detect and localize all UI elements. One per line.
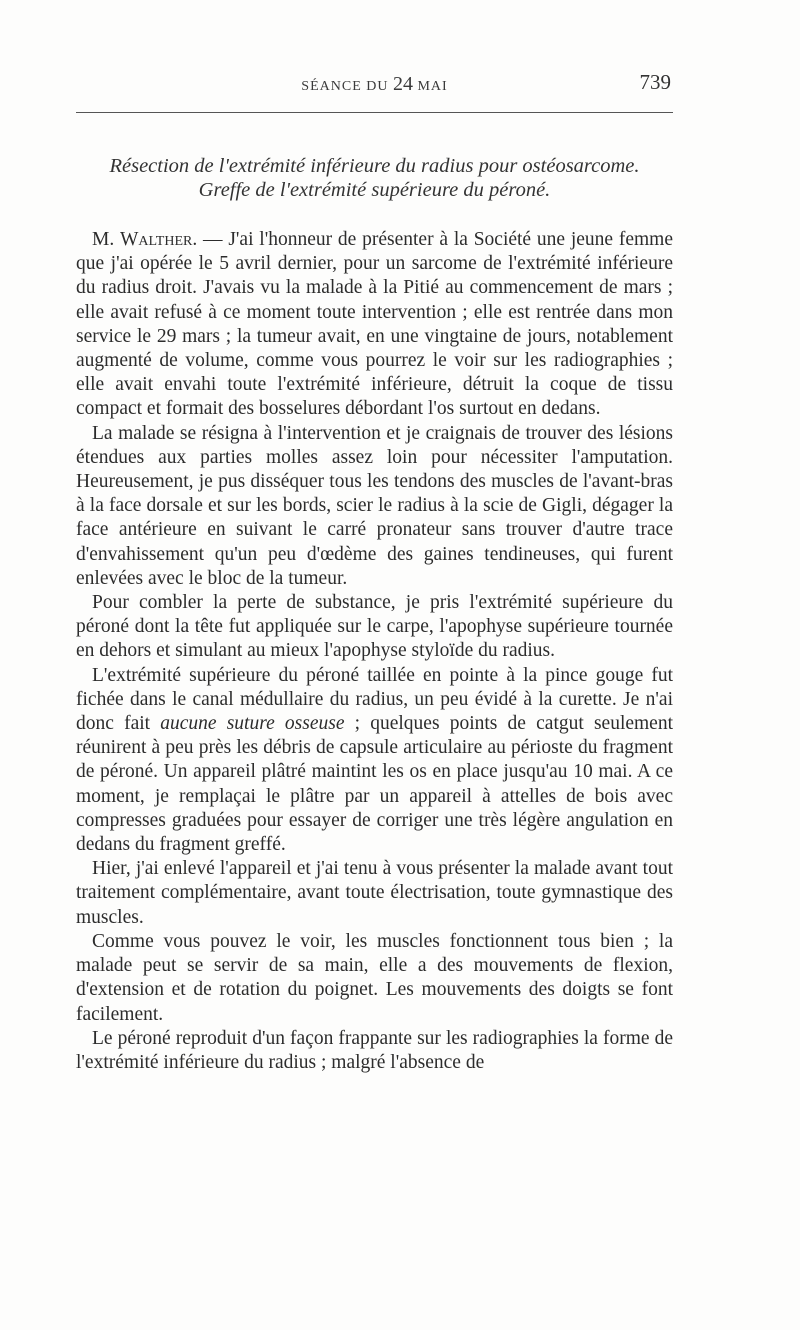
paragraph-4-text-before: L'extrémité supérieure du péroné taillée en pointe à la pince gouge fut fichée dans le canal médullaire du radius, un peu évidé à la curette. Je n'ai donc fait bbox=[76, 664, 673, 735]
paragraph-4 bbox=[76, 664, 673, 858]
paragraph-1-text: . — J'ai l'honneur de présenter à la Société une jeune femme que j'ai opérée le 5 avril dernier, pour un sarcome de l'extrémité inférieure du radius droit. J'avais vu la malade à la Pitié au commencement de mars ; elle avait refusé à ce moment toute intervention ; elle est rentrée dans mon service le 29 mars ; la tumeur avait, en une vingtaine de jours, notablement augmenté de volume, comme vous pourrez le voir sur les radiographies ; elle avait envahi toute l'extrémité inférieure, détruit la coque de tissu compact et formait des bosselures débordant l'os surtout en dedans. bbox=[76, 229, 673, 420]
article-body bbox=[76, 228, 673, 1075]
paragraph-3: Pour combler la perte de substance, je pris l'extrémité supérieure du péroné dont la tête fut appliquée sur le carpe, l'apophyse supérieure tournée en dehors et simulant au mieux l'apophyse styloïde du radius. bbox=[76, 592, 673, 662]
paragraph-2: La malade se résigna à l'intervention et je craignais de trouver des lésions étendues aux parties molles assez loin pour nécessiter l'amputation. Heureusement, je pus disséquer tous les tendons des muscles de l'avant-bras à la face dorsale et sur les bords, scier le radius à la scie de Gigli, dégager la face antérieure en suivant le carré pronateur sans trouver d'autre trace d'envahissement qu'un peu d'œdème des gaines tendineuses, qui furent enlevées avec le bloc de la tumeur. bbox=[76, 422, 673, 589]
running-title-month: MAI bbox=[417, 79, 448, 94]
paragraph-5: Hier, j'ai enlevé l'appareil et j'ai tenu à vous présenter la malade avant tout traitement complémentaire, avant toute électrisation, toute gymnastique des muscles. bbox=[76, 858, 673, 928]
paragraph-1 bbox=[76, 228, 673, 422]
page-number: 739 bbox=[639, 70, 671, 94]
paragraph-6: Comme vous pouvez le voir, les muscles fonctionnent tous bien ; la malade peut se servir de sa main, elle a des mouvements de flexion, d'extension et de rotation du poignet. Les mouvements des doigts se font facilement. bbox=[76, 930, 673, 1025]
paragraph-4-text-after: ; quelques points de catgut seulement réunirent à peu près les débris de capsule articulaire au périoste du fragment de péroné. Un appareil plâtré maintint les os en place jusqu'au 10 mai. A ce moment, je remplaçai le plâtre par un appareil à attelles de bois avec compresses graduées pour essayer de corriger une très légère angulation en dedans du fragment greffé. bbox=[76, 713, 674, 856]
speaker-name: Walther bbox=[120, 229, 193, 250]
running-title-prefix: SÉANCE DU bbox=[301, 79, 389, 94]
paragraph-7: Le péroné reproduit d'un façon frappante sur les radiographies la forme de l'extrémité inférieure du radius ; malgré l'absence de bbox=[76, 1027, 673, 1073]
paragraph-4-italic-phrase: aucune suture osseuse bbox=[160, 713, 345, 735]
running-title bbox=[76, 73, 673, 96]
running-head bbox=[76, 70, 673, 100]
running-title-day: 24 bbox=[392, 73, 413, 95]
article-title-line-1: Résection de l'extrémité inférieure du radius pour ostéosarcome. bbox=[109, 155, 640, 177]
article-title-line-2: Greffe de l'extrémité supérieure du péroné. bbox=[198, 179, 551, 201]
header-rule bbox=[76, 112, 673, 113]
article-title bbox=[76, 154, 673, 202]
speaker-prefix: M. bbox=[92, 229, 121, 250]
